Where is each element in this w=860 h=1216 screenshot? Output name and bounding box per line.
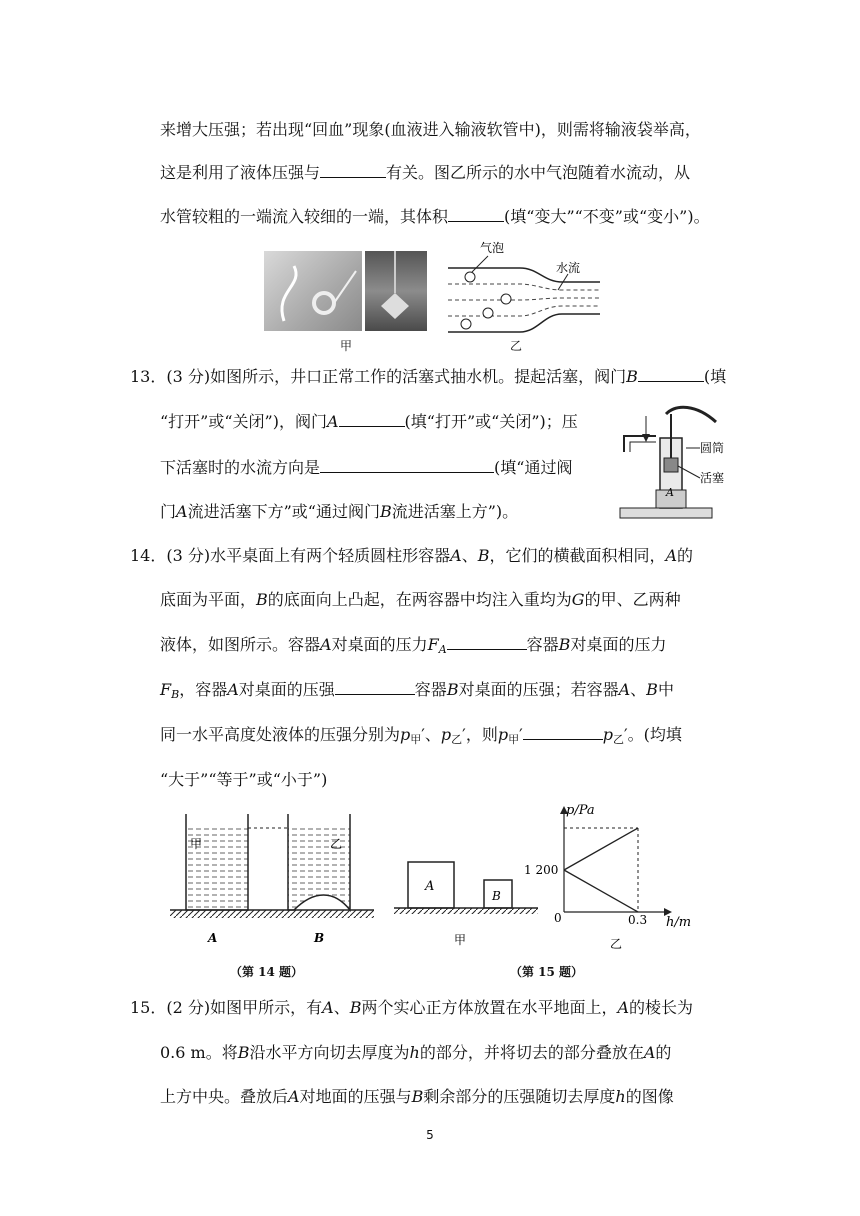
q14-text-3d: 对桌面的压力: [570, 635, 667, 654]
q15-line-1: [130, 998, 693, 1018]
y-tick-label: 1 200: [524, 863, 559, 877]
q15-text-3c: 剩余部分的压强随切去厚度: [423, 1087, 616, 1106]
q12-line-2: [160, 163, 690, 183]
symbol-p: p: [602, 725, 613, 744]
prime-mark: ′: [421, 725, 425, 744]
symbol-p: p: [400, 725, 411, 744]
separator: 、: [333, 998, 350, 1017]
q14-text-3b: 对桌面的压力: [331, 635, 428, 654]
container-a-label: A: [208, 931, 218, 945]
symbol-a: A: [322, 998, 334, 1017]
answer-blank[interactable]: [335, 680, 415, 695]
q14-text-1c: 的: [677, 546, 694, 565]
liquid-jia-label: 甲: [190, 837, 203, 851]
valve-a-label: A: [666, 486, 674, 499]
q14-text-2b: 的底面向上凸起，在两容器中均注入重均为: [267, 590, 572, 609]
symbol-b: B: [646, 680, 658, 699]
symbol-a: A: [643, 1043, 656, 1062]
q14-line-3: [160, 635, 666, 657]
q12-text-2a: 这是利用了液体压强与: [160, 163, 321, 182]
q14-line-1: [130, 546, 693, 566]
symbol-a: A: [227, 680, 239, 699]
symbol-a: A: [617, 998, 630, 1017]
q15-line-3: [160, 1087, 674, 1107]
iv-bag-drawing: [365, 251, 427, 331]
valve-a-symbol: A: [326, 412, 339, 431]
q14-text-1b: ，它们的横截面积相同，: [489, 546, 666, 565]
q14-line-2: [160, 590, 681, 610]
symbol-b: B: [349, 998, 362, 1017]
x-tick-label: 0.3: [628, 913, 648, 927]
fig-yi-label: 乙: [510, 339, 523, 353]
q14-text-4a: ，容器: [179, 680, 228, 699]
x-axis-label: h/m: [666, 915, 692, 930]
q13-text-4a: 门: [160, 502, 177, 521]
q14-text-4d: 对桌面的压强；若容器: [458, 680, 619, 699]
q14-text-2a: 底面为平面，: [160, 590, 257, 609]
q15-text-1c: 的棱长为: [629, 998, 694, 1017]
y-axis-label: p/Pa: [566, 803, 595, 818]
q15-text-3a: 上方中央。叠放后: [160, 1087, 289, 1106]
q14-line-4: [160, 680, 674, 702]
q15-text-2b: 沿水平方向切去厚度为: [249, 1043, 410, 1062]
liquid-yi-label: 乙: [330, 837, 343, 851]
symbol-g: G: [571, 590, 585, 609]
fig-jia-label: 甲: [340, 339, 353, 353]
q14-text-5c: 。(均填: [627, 725, 682, 744]
symbol-b: B: [237, 1043, 250, 1062]
piston-pump-diagram: [616, 400, 732, 522]
q13-text-3a: 下活塞时的水流方向是: [160, 458, 321, 477]
symbol-a: A: [288, 1087, 300, 1106]
bubble-label: 气泡: [480, 241, 505, 255]
symbol-b: B: [558, 635, 571, 654]
figure-14-caption: （第 14 题）: [230, 965, 304, 979]
prime-mark: ′: [462, 725, 466, 744]
cube-a-label: A: [425, 879, 435, 894]
q13-text-1a: 13．(3 分)如图所示，井口正常工作的活塞式抽水机。提起活塞，阀门: [130, 367, 627, 386]
q13-line-2: [160, 412, 578, 432]
q14-text-2c: 的甲、乙两种: [584, 590, 681, 609]
q15-text-3b: 对地面的压强与: [299, 1087, 412, 1106]
separator: 、: [630, 680, 647, 699]
q14-text-5b: ，则: [465, 725, 498, 744]
valve-b-symbol: B: [379, 502, 392, 521]
q13-text-1b: (填: [703, 367, 727, 386]
subscript-a: A: [438, 643, 447, 656]
separator: 、: [424, 725, 441, 744]
fig-15-yi-label: 乙: [610, 937, 623, 951]
containers-diagram: [164, 814, 380, 948]
symbol-b: B: [477, 546, 490, 565]
answer-blank[interactable]: [447, 635, 527, 650]
subscript-yi: 乙: [612, 733, 624, 746]
q15-text-2d: 的: [655, 1043, 672, 1062]
q14-text-5a: 同一水平高度处液体的压强分别为: [160, 725, 401, 744]
symbol-f: F: [160, 680, 172, 699]
q15-text-2a: 0.6 m。将: [160, 1043, 238, 1062]
q15-text-1b: 两个实心正方体放置在水平地面上，: [361, 998, 618, 1017]
q14-line-6: [160, 770, 327, 790]
symbol-h: h: [409, 1043, 420, 1062]
symbol-f: F: [427, 635, 439, 654]
q14-line-5: [160, 725, 682, 747]
page-number: 5: [426, 1128, 434, 1142]
answer-blank[interactable]: [448, 207, 504, 222]
q13-text-3b: (填“通过阀: [494, 458, 573, 477]
q12-line-1: [160, 120, 701, 140]
prime-mark: ′: [519, 725, 523, 744]
symbol-p: p: [440, 725, 452, 744]
answer-blank[interactable]: [339, 412, 405, 427]
tube-label: 圆筒: [700, 441, 725, 455]
symbol-a: A: [618, 680, 631, 699]
q12-text-3a: 水管较粗的一端流入较细的一端，其体积: [160, 207, 449, 226]
q14-text-4b: 对桌面的压强: [238, 680, 335, 699]
q13-text-2b: (填“打开”或“关闭”)；压: [404, 412, 578, 431]
symbol-b: B: [256, 590, 268, 609]
symbol-a: A: [665, 546, 678, 565]
q15-line-2: [160, 1043, 671, 1063]
q12-text-3b: (填“变大”“不变”或“变小”)。: [504, 207, 710, 226]
q14-text-1a: 14．(3 分)水平桌面上有两个轻质圆柱形容器: [130, 546, 451, 565]
separator: 、: [461, 546, 478, 565]
q15-text-1a: 15．(2 分)如图甲所示，有: [130, 998, 323, 1017]
iv-bag-photo: [365, 251, 427, 331]
symbol-b: B: [446, 680, 459, 699]
piston-label: 活塞: [700, 471, 725, 485]
symbol-b: B: [411, 1087, 424, 1106]
q12-text-2b: 有关。图乙所示的水中气泡随着水流动，从: [386, 163, 691, 182]
q13-text-2a: “打开”或“关闭”)，阀门: [160, 412, 327, 431]
symbol-p: p: [497, 725, 509, 744]
q13-line-1: [130, 367, 726, 387]
q14-text-3a: 液体，如图所示。容器: [160, 635, 321, 654]
fig-15-jia-label: 甲: [454, 933, 467, 946]
q13-line-4: [160, 502, 518, 522]
subscript-jia: 甲: [410, 733, 422, 746]
flow-label: 水流: [556, 261, 581, 275]
answer-blank[interactable]: [320, 163, 386, 178]
q14-text-4e: 中: [657, 680, 674, 699]
symbol-h: h: [615, 1087, 626, 1106]
bubble-pipe-diagram: [440, 238, 610, 338]
q15-text-2c: 的部分，并将切去的部分叠放在: [419, 1043, 644, 1062]
q14-text-4c: 容器: [414, 680, 447, 699]
symbol-a: A: [320, 635, 332, 654]
valve-b-symbol: B: [626, 367, 638, 386]
answer-blank[interactable]: [523, 725, 603, 740]
iv-tube-drawing: [264, 251, 362, 331]
answer-blank[interactable]: [638, 367, 704, 382]
q14-text-6: “大于”“等于”或“小于”): [160, 770, 328, 789]
iv-tube-photo: [264, 251, 362, 331]
prime-mark: ′: [623, 725, 628, 744]
subscript-jia: 甲: [508, 733, 520, 746]
q14-text-3c: 容器: [526, 635, 559, 654]
subscript-b: B: [171, 688, 180, 701]
q13-line-3: [160, 458, 572, 478]
pressure-graph: [518, 802, 710, 952]
cube-b-label: B: [492, 889, 501, 903]
origin-label: 0: [554, 911, 562, 925]
container-b-label: B: [314, 931, 325, 945]
q12-text-1: 来增大压强；若出现“回血”现象(血液进入输液软管中)，则需将输液袋举高，: [160, 120, 701, 139]
subscript-yi: 乙: [451, 733, 463, 746]
q15-text-3d: 的图像: [625, 1087, 674, 1106]
valve-a-symbol: A: [176, 502, 188, 521]
q13-text-4c: 流进活塞上方”)。: [391, 502, 519, 521]
figure-15-caption: （第 15 题）: [510, 965, 584, 979]
q13-text-4b: 流进活塞下方”或“通过阀门: [187, 502, 380, 521]
answer-blank[interactable]: [320, 458, 494, 473]
q12-line-3: [160, 207, 710, 227]
symbol-a: A: [450, 546, 462, 565]
